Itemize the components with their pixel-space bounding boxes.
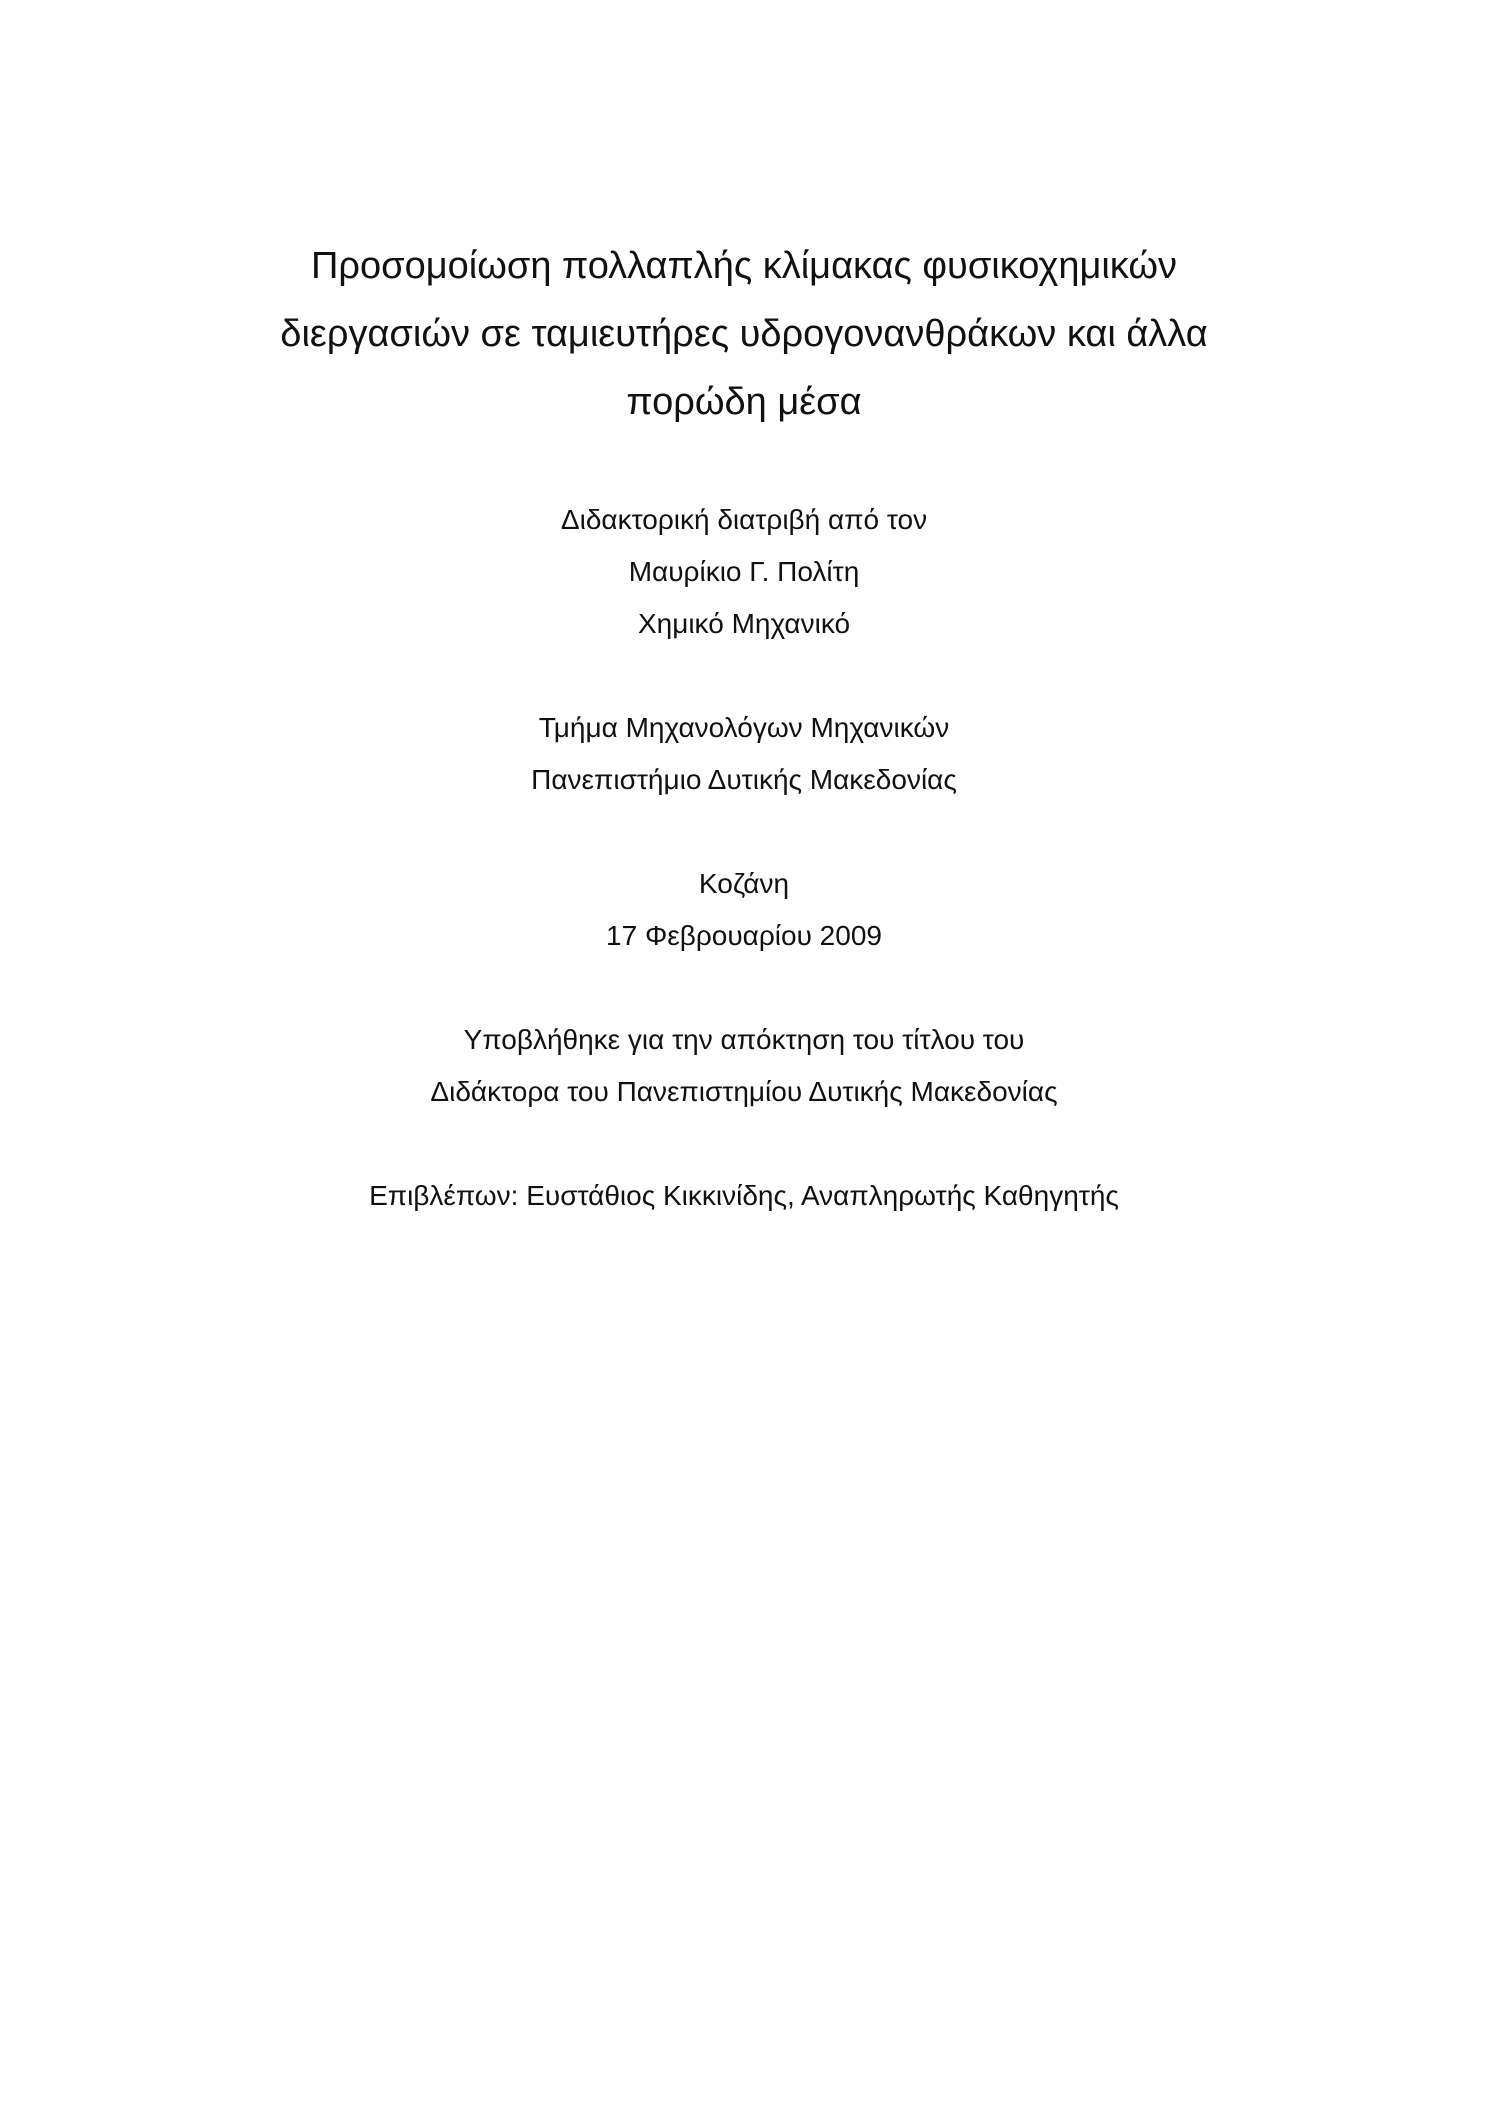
thesis-title-line-3: πορώδη μέσα: [626, 381, 862, 423]
institution-block: [244, 702, 1244, 806]
place-date-block: [244, 858, 1244, 962]
submission-line-1: Υποβλήθηκε για την απόκτηση του τίτλου του: [463, 1024, 1025, 1055]
department-name: Τμήμα Μηχανολόγων Μηχανικών: [538, 712, 950, 743]
submission-date: 17 Φεβρουαρίου 2009: [606, 920, 882, 951]
submission-block: [244, 1014, 1244, 1118]
author-intro: Διδακτορική διατριβή από τον: [560, 504, 928, 535]
thesis-title-line-2: διεργασιών σε ταμιευτήρες υδρογονανθράκων και άλλα: [280, 313, 1208, 355]
author-name: Μαυρίκιο Γ. Πολίτη: [628, 556, 860, 587]
author-block: [244, 494, 1244, 650]
supervisor-block: [244, 1170, 1244, 1222]
submission-line-2: Διδάκτορα του Πανεπιστημίου Δυτικής Μακεδονίας: [430, 1076, 1058, 1107]
university-name: Πανεπιστήμιο Δυτικής Μακεδονίας: [531, 764, 957, 795]
supervisor-line: Επιβλέπων: Ευστάθιος Κικκινίδης, Αναπληρωτής Καθηγητής: [369, 1180, 1119, 1211]
thesis-title: [244, 232, 1244, 436]
thesis-title-line-1: Προσομοίωση πολλαπλής κλίμακας φυσικοχημικών: [310, 245, 1178, 287]
city-name: Κοζάνη: [698, 868, 790, 899]
author-profession: Χημικό Μηχανικό: [637, 608, 851, 639]
